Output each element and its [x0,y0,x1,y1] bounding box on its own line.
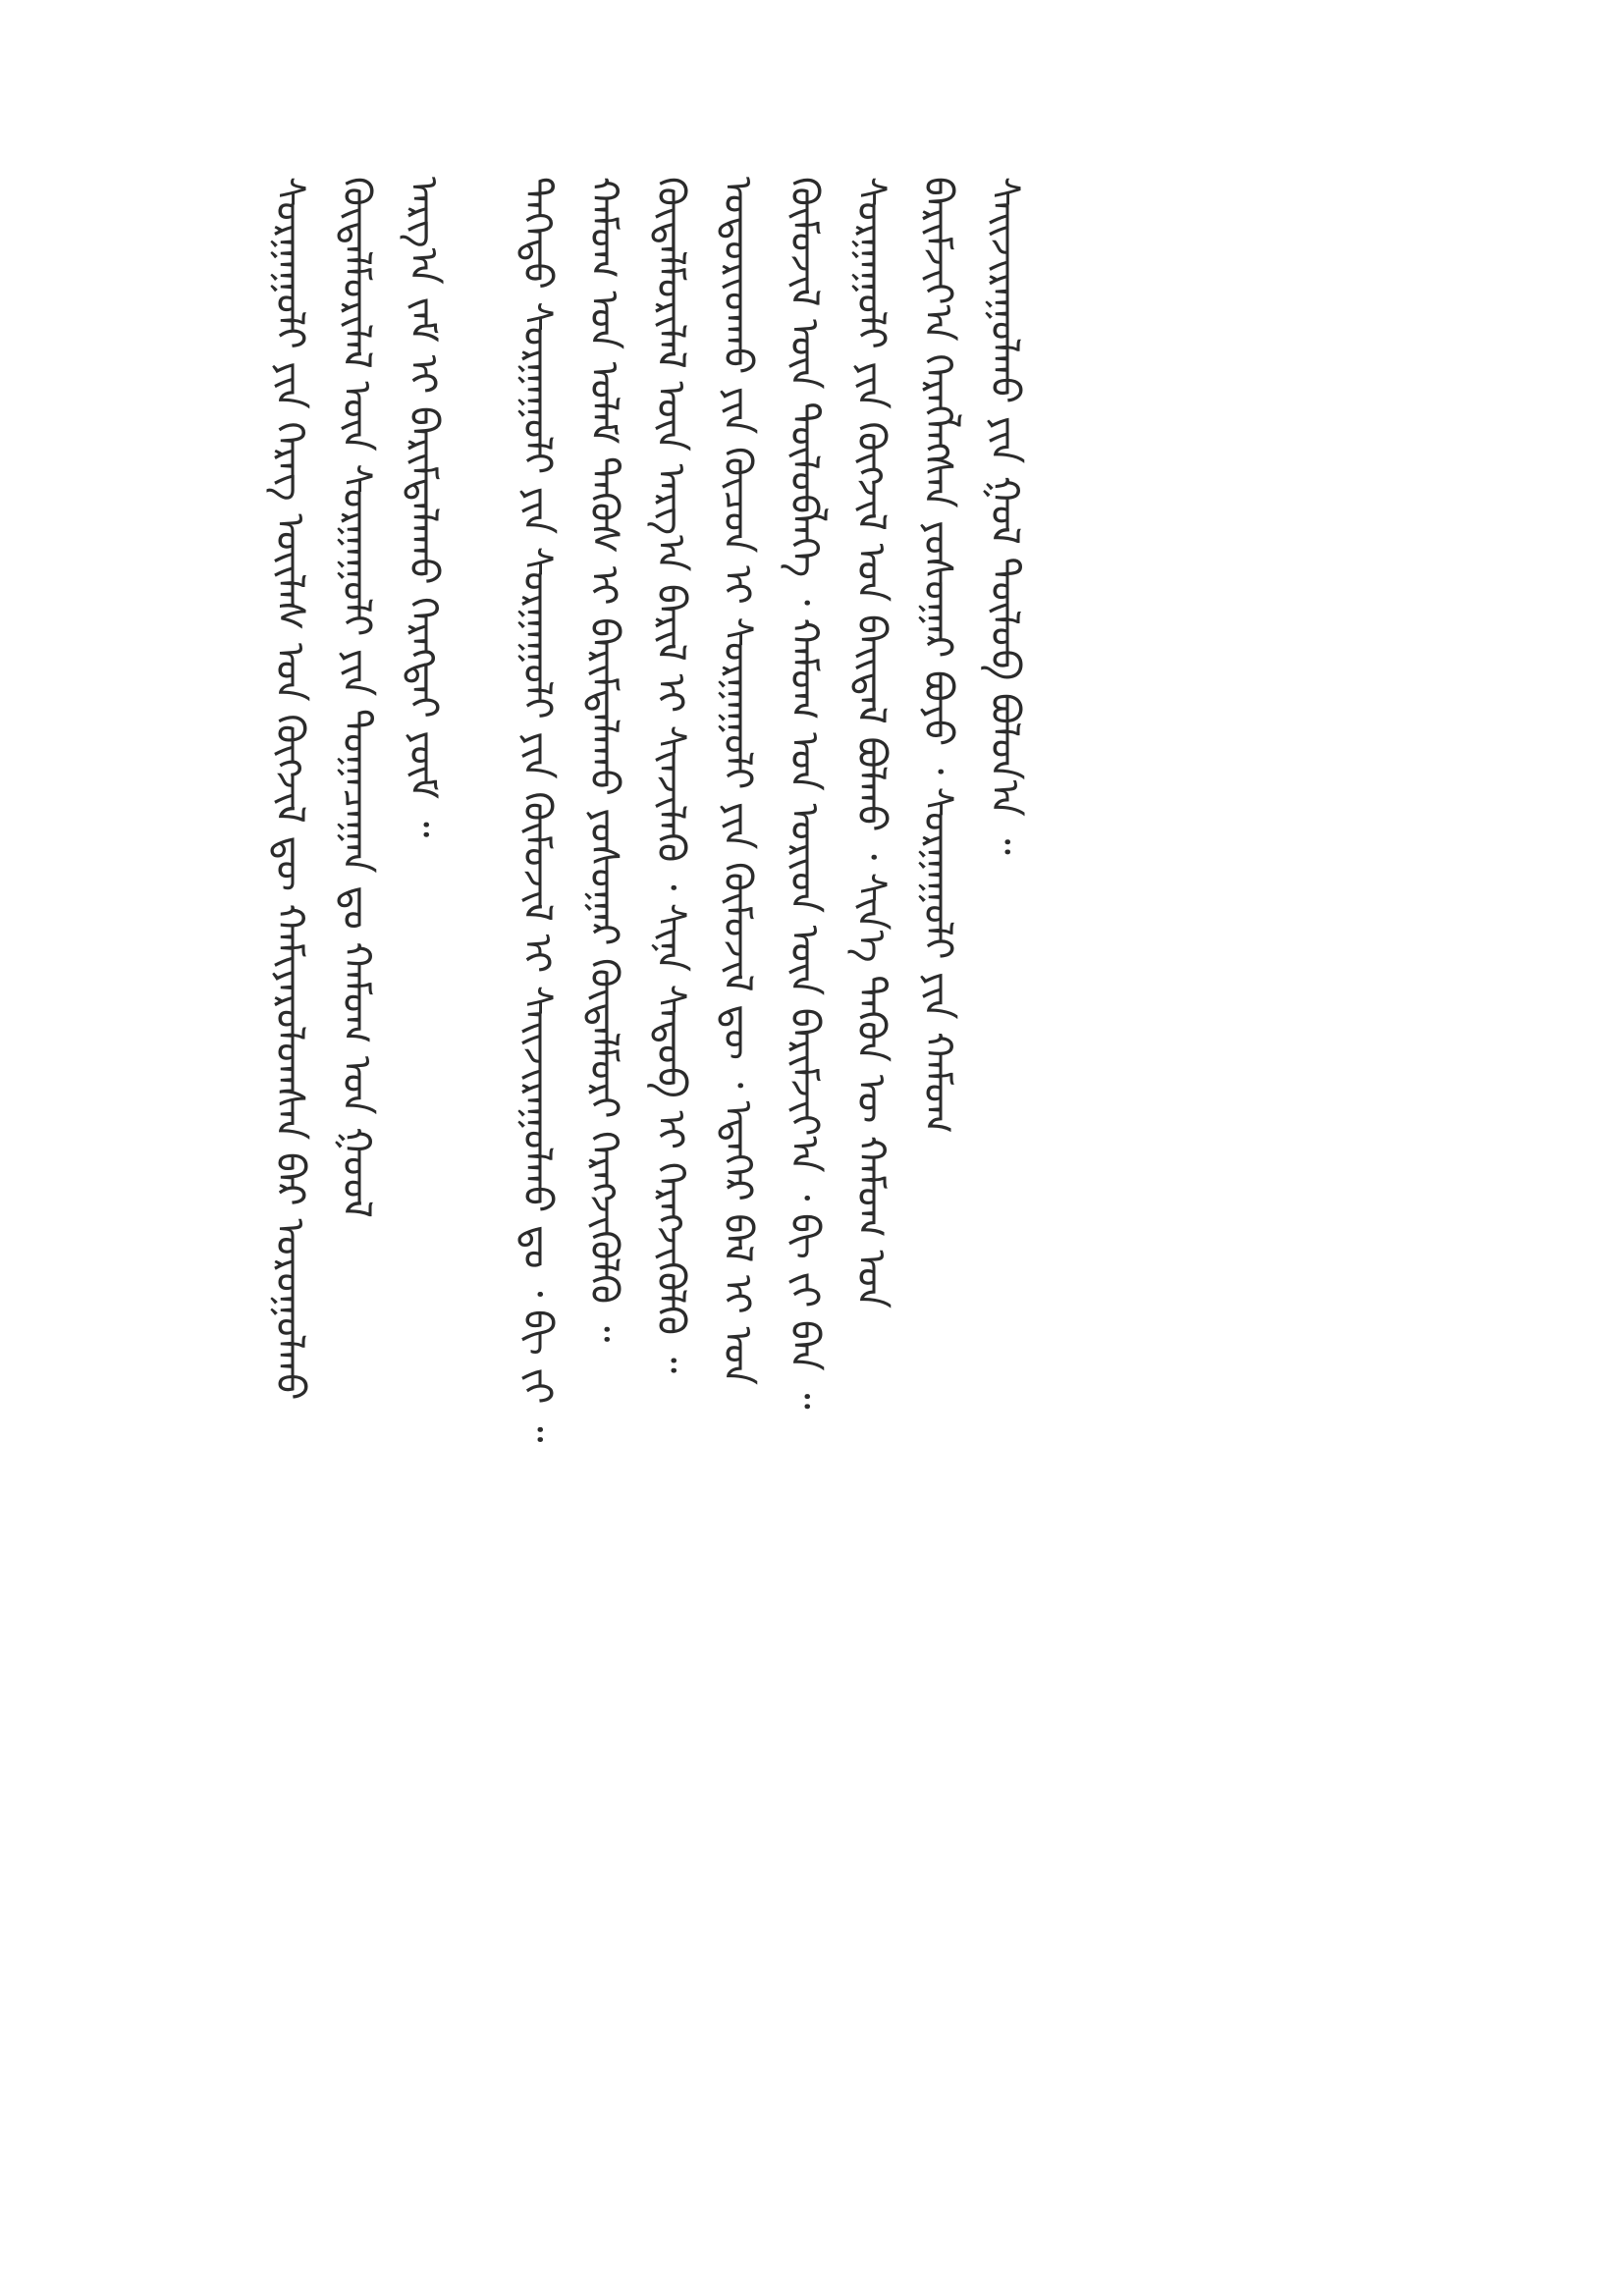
text-line [911,177,964,2120]
text-line [844,177,897,2120]
text-line [711,177,764,2120]
text-line-content: ᠤᠳᠤᠷᠢᠳᠬᠤ ᠶᠢᠨ ᠬᠦᠴᠦᠨ ᠢ ᠰᠤᠷᠭᠠᠭᠤᠯᠢ ᠶᠢᠨ ᠬᠥᠮᠦᠵᠢᠯ ᠳᠦ ᠂ ᠡᠳᠡᠭᠡᠷ ᠪᠡᠯ ᠢ ᠤᠨ [715,177,760,1386]
text-line-content: ᠰᠤᠷᠭᠠᠭᠤᠯᠢ ᠶᠢᠨ ᠬᠥᠭᠵᠢᠯ ᠤᠨ ᠪᠠᠢᠳᠠᠯ ᠪᠣᠯᠬᠤ ᠂ ᠰᠢᠨ᠎ᠡ ᠲᠡᠭᠦᠨ ᠦ ᠬᠠᠮᠤᠭ ᠤᠨ [848,177,893,1309]
text-line-content: ᠰᠤᠷᠭᠠᠭᠤᠯᠢ ᠶᠢᠨ ᠬᠡᠷᠡᠭ ᠦᠢᠯᠡᠰ ᠤᠨ ᠬᠥᠭᠵᠢᠯ ᠳᠦ ᠬᠠᠮᠢᠶᠠᠷᠤᠯᠤᠭᠰᠠᠨ ᠪᠡᠷ ᠤᠷᠤᠭᠤᠯᠬᠤ [267,177,312,1401]
vertical-mongolian-text-block [263,177,1363,2120]
text-line-content: ᠳᠡᠭᠡᠳᠦ ᠰᠤᠷᠭᠠᠭᠤᠯᠢ ᠶᠢᠨ ᠰᠤᠷᠭᠠᠭᠤᠯᠢ ᠶᠢᠨ ᠬᠥᠮᠦᠵᠢᠯ ᠢ ᠰᠠᠢᠵᠢᠷᠠᠭᠤᠯᠬᠤ ᠳᠤ ᠂ ᠪᠢ ᠵᠢ ᠃ [514,177,560,1443]
text-line-content: ᠬᠥᠮᠦᠵᠢᠯ ᠦᠨ ᠲᠥᠯᠦᠪᠯᠡᠭᠡ ᠂ ᠬᠠᠮᠤᠭ ᠤᠨ ᠤᠷᠢᠳ ᠦᠨ ᠪᠠᠷᠢᠮᠵᠢᠶ᠎ᠠ ᠂ ᠪᠢ ᠵᠢ ᠪᠠᠨ ᠃ [782,177,827,1410]
text-line-content: ᠠᠷᠭ᠎ᠠ ᠵᠠᠮ ᠢ ᠪᠠᠷᠢᠮᠲᠠᠯᠠᠬᠤ ᠬᠡᠷᠡᠭᠲᠡᠢ ᠶᠦᠮ ᠃ [401,177,446,838]
text-line [577,177,630,2120]
text-line-content: ᠬᠥᠳᠡᠯᠮᠦᠷᠢᠯᠡᠯ ᠦᠨ ᠠᠷᠭ᠎ᠠ ᠪᠠᠷᠢᠯ ᠢ ᠰᠢᠨᠵᠢᠯᠡᠬᠦ ᠂ ᠰᠢᠨᠡ ᠰᠡᠳᠦᠪ ᠢ ᠬᠡᠷᠡᠭᠵᠢᠭᠦᠯᠬᠦ ᠃ [648,177,693,1374]
text-line-content: ᠪᠠᠷᠢᠮᠵᠢᠶ᠎ᠠ ᠬᠡᠷᠡᠭᠯᠡᠭᠰᠡᠨ ᠶᠣᠰᠤᠭᠠᠷ ᠪᠤᠶᠤ ᠂ ᠰᠤᠷᠭᠠᠭᠤᠯᠢ ᠶᠢᠨ ᠬᠠᠮᠤᠭ [915,177,960,1134]
text-line-content: ᠬᠠᠮᠤᠭ ᠤᠨ ᠤᠯᠠᠮ ᠲᠡᠭᠦᠰ ᠢ ᠪᠠᠷᠢᠮᠲᠠᠯᠠᠬᠤ ᠶᠣᠰᠤᠭᠠᠷ ᠬᠥᠳᠡᠯᠮᠦᠷᠢ ᠬᠡᠷᠡᠭᠵᠢᠭᠦᠯᠬᠦ ᠃ [581,177,626,1343]
text-line [511,177,564,2120]
paragraph-spacer [463,177,497,178]
text-line [778,177,831,2120]
text-line [330,177,383,2120]
text-line-content: ᠬᠥᠳᠡᠯᠮᠦᠷᠢᠯᠡᠯ ᠦᠨ ᠰᠤᠷᠭᠠᠭᠤᠯᠢ ᠶᠢᠨ ᠲᠣᠭᠠᠴᠠᠭᠠᠨ ᠳᠤ ᠬᠠᠮᠤᠭ ᠤᠨ ᠭᠣᠣᠯ [334,177,379,1218]
text-line [397,177,450,2120]
text-line [263,177,316,2120]
text-line [644,177,697,2120]
paragraph-1 [263,177,450,2120]
paragraph-2 [511,177,1031,2120]
text-line-content: ᠰᠠᠢᠵᠢᠷᠠᠭᠤᠯᠬᠤ ᠶᠢᠨ ᠭᠣᠯ ᠲᠥᠯᠦᠪ ᠪᠣᠯᠤᠨ᠎ᠠ ᠃ [982,177,1027,855]
text-line [978,177,1031,2120]
